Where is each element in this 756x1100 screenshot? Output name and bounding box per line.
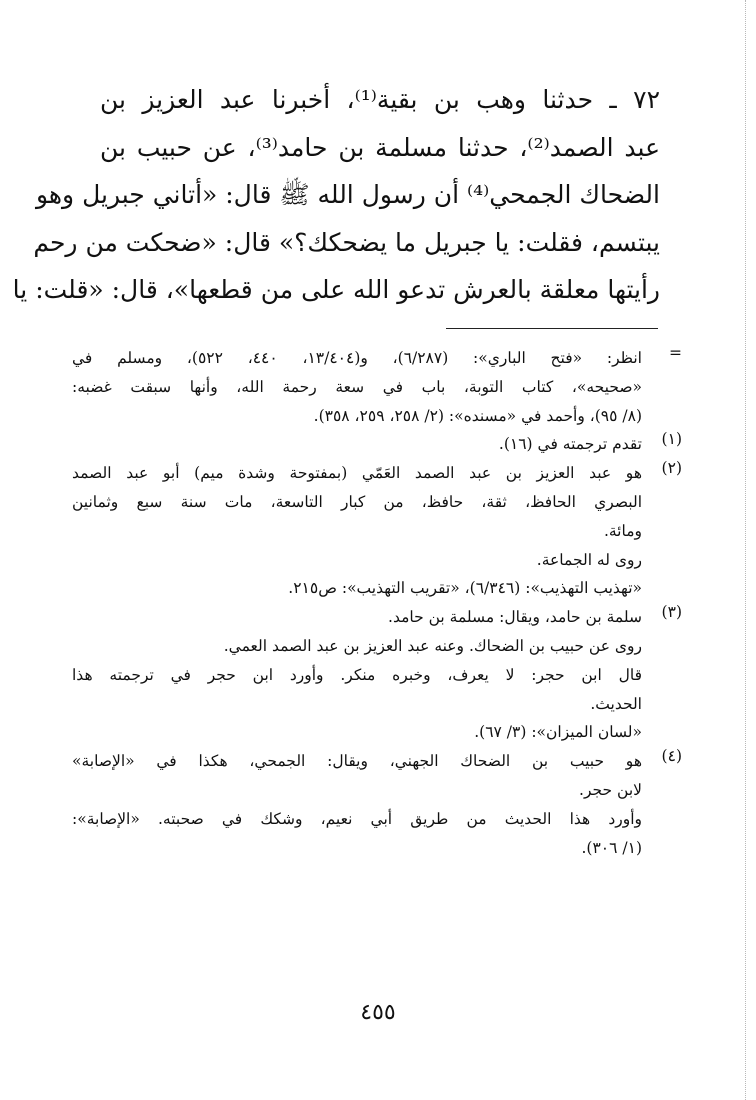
- footnote-3: [72, 603, 682, 747]
- footnotes-section: [72, 344, 682, 862]
- footnote-line: انظر: «فتح الباري»: (٦/٢٨٧)، و(١٣/٤٠٤، ٤٤٠، ٥٢٢)، ومسلم في: [72, 349, 642, 367]
- footnote-divider: [446, 328, 658, 329]
- footnote-continued: [72, 344, 682, 430]
- footnote-number: (٤): [661, 747, 682, 766]
- footnote-line: وأورد هذا الحديث من طريق أبي نعيم، وشكك في صحبته. «الإصابة»:: [72, 809, 642, 828]
- page-edge-dotted-line: [745, 0, 746, 1100]
- footnote-line: هو عبد العزيز بن عبد الصمد العَمّي (بمفتوحة وشدة ميم) أبو عبد الصمد: [72, 464, 642, 483]
- footnote-line: روى عن حبيب بن الضحاك. وعنه عبد العزيز بن عبد الصمد العمي.: [223, 636, 642, 655]
- hadith-line: الضحاك الجمحي⁽⁴⁾ أن رسول الله ﷺ قال: «أتاني جبريل وهو: [35, 180, 660, 209]
- footnote-line: (١/ ٣٠٦).: [581, 838, 642, 857]
- footnote-4: [72, 747, 682, 862]
- hadith-body: [12, 76, 660, 314]
- footnote-1: [72, 430, 682, 459]
- footnote-line: سلمة بن حامد، ويقال: مسلمة بن حامد.: [388, 608, 642, 627]
- hadith-line: يبتسم، فقلت: يا جبريل ما يضحكك؟» قال: «ضحكت من رحم: [33, 227, 660, 257]
- hadith-line: ٧٢ ـ حدثنا وهب بن بقية⁽¹⁾، أخبرنا عبد العزيز بن: [100, 85, 660, 114]
- footnote-line: الحديث.: [590, 694, 642, 713]
- footnote-line: «تهذيب التهذيب»: (٦/٣٤٦)، «تقريب التهذيب»: ص٢١٥.: [288, 579, 642, 598]
- hadith-line: عبد الصمد⁽²⁾، حدثنا مسلمة بن حامد⁽³⁾، عن حبيب بن: [100, 132, 660, 162]
- footnote-line: روى له الجماعة.: [536, 550, 642, 569]
- footnote-line: البصري الحافظ، ثقة، حافظ، من كبار التاسعة، مات سنة سبع وثمانين: [72, 492, 642, 511]
- footnote-number: (٢): [661, 459, 682, 478]
- footnote-line: قال ابن حجر: لا يعرف، وخبره منكر. وأورد ابن حجر في ترجمته هذا: [72, 665, 642, 684]
- page-number: ٤٥٥: [360, 1000, 396, 1025]
- footnote-line: هو حبيب بن الضحاك الجهني، ويقال: الجمحي، هكذا في «الإصابة»: [72, 752, 642, 771]
- footnote-2: [72, 459, 682, 603]
- footnote-continuation-marker: =: [669, 344, 682, 362]
- footnote-line: ومائة.: [603, 521, 642, 540]
- footnote-line: تقدم ترجمته في (١٦).: [498, 435, 642, 454]
- footnote-line: (٨/ ٩٥)، وأحمد في «مسنده»: (٢/ ٢٥٨، ٢٥٩، ٣٥٨).: [313, 406, 642, 425]
- footnote-line: «لسان الميزان»: (٣/ ٦٧).: [474, 723, 642, 742]
- hadith-line: رأيتها معلقة بالعرش تدعو الله على من قطعها»، قال: «قلت: يا: [12, 275, 660, 304]
- footnote-number: (٣): [661, 603, 682, 622]
- footnote-number: (١): [661, 430, 682, 449]
- footnote-line: «صحيحه»، كتاب التوبة، باب في سعة رحمة الله، وأنها سبقت غضبه:: [72, 377, 642, 396]
- footnote-line: لابن حجر.: [579, 780, 642, 799]
